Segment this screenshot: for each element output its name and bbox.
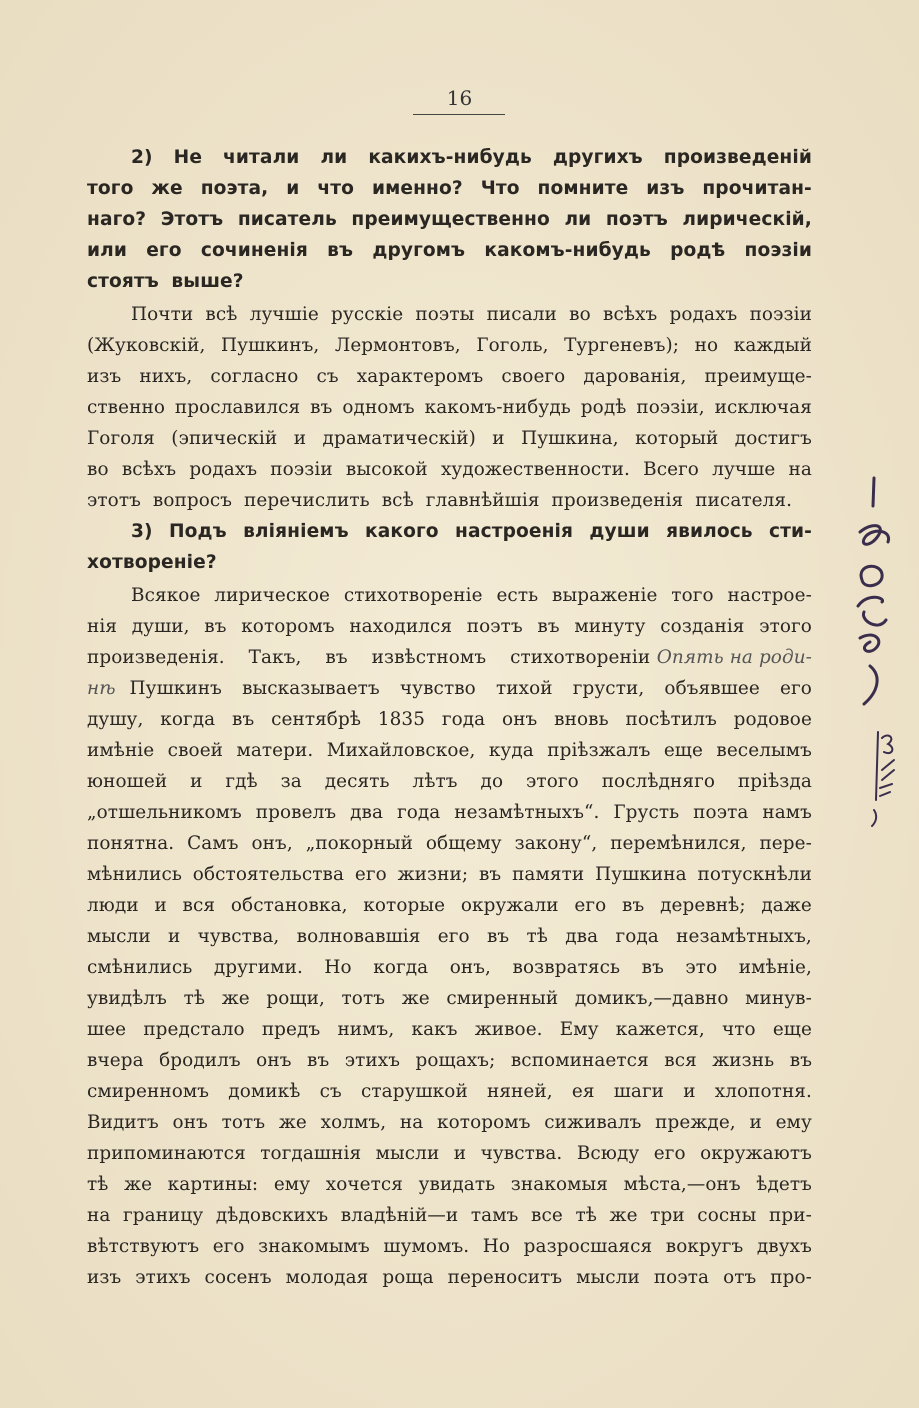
- text-line: Почти всѣ лучшіе русскіе поэты писали во всѣхъ родахъ поэзіи: [131, 304, 812, 325]
- text-line: смѣнились другими. Но когда онъ, возвратясь въ это имѣніе,: [87, 957, 812, 978]
- text-line: стоятъ выше?: [87, 271, 244, 292]
- text-line: мысли и чувства, волновавшія его въ тѣ два года незамѣтныхъ,: [87, 926, 812, 947]
- text-line: 2) Не читали ли какихъ-нибудь другихъ произведеній: [131, 147, 812, 168]
- handwritten-margin-notes: [852, 470, 902, 860]
- text-line: нія души, въ которомъ находился поэтъ въ минуту созданія этого: [87, 616, 812, 637]
- text-line: вчера бродилъ онъ въ этихъ рощахъ; вспоминается вся жизнь въ: [87, 1050, 812, 1071]
- question-2: [87, 142, 812, 297]
- text-line: припоминаются тогдашнія мысли и чувства. Всюду его окружаютъ: [87, 1143, 812, 1164]
- text-line: юношей и гдѣ за десять лѣтъ до этого послѣдняго пріѣзда: [87, 771, 812, 792]
- paragraph-2: [87, 580, 812, 1293]
- text-line: Всякое лирическое стихотвореніе есть выраженіе того настрое-: [131, 585, 812, 606]
- text-line: Гоголя (эпическій и драматическій) и Пушкина, который достигъ: [87, 428, 812, 449]
- page-number: 16: [446, 86, 473, 110]
- text-line: люди и вся обстановка, которые окружали его въ деревнѣ; даже: [87, 895, 812, 916]
- text-line: наго? Этотъ писатель преимущественно ли поэтъ лирическій,: [87, 209, 812, 230]
- poem-title-end: нѣ: [87, 678, 116, 699]
- text-line: на границу дѣдовскихъ владѣній—и тамъ все тѣ же три сосны при-: [87, 1205, 812, 1226]
- text-line: изъ этихъ сосенъ молодая роща переноситъ мысли поэта отъ про-: [87, 1267, 812, 1288]
- text-line: имѣніе своей матери. Михайловское, куда пріѣзжалъ еще веселымъ: [87, 740, 812, 761]
- text-line: 3) Подъ вліяніемъ какого настроенія души явилось сти-: [131, 521, 812, 542]
- text-segment: Пушкинъ высказываетъ чувство тихой грусти, объявшее его: [129, 678, 812, 699]
- text-line: [87, 673, 812, 704]
- text-line: вѣтствуютъ его знакомымъ шумомъ. Но разросшаяся вокругъ двухъ: [87, 1236, 812, 1257]
- text-line: этотъ вопросъ перечислить всѣ главнѣйшія произведенія писателя.: [87, 490, 793, 511]
- text-line: Видитъ онъ тотъ же холмъ, на которомъ сиживалъ прежде, и ему: [87, 1112, 812, 1133]
- text-line: ственно прославился въ одномъ какомъ-нибудь родѣ поэзіи, исключая: [87, 397, 812, 418]
- text-line: „отшельникомъ провелъ два года незамѣтныхъ“. Грусть поэта намъ: [87, 802, 812, 823]
- text-line: (Жуковскій, Пушкинъ, Лермонтовъ, Гоголь, Тургеневъ); но каждый: [87, 335, 812, 356]
- text-line: [87, 642, 812, 673]
- text-line: тѣ же картины: ему хочется увидать знакомыя мѣста,—онъ ѣдетъ: [87, 1174, 812, 1195]
- text-line: смиренномъ домикѣ съ старушкой няней, ея шаги и хлопотня.: [87, 1081, 812, 1102]
- text-line: шее предстало предъ нимъ, какъ живое. Ему кажется, что еще: [87, 1019, 812, 1040]
- text-line: мѣнились обстоятельства его жизни; въ памяти Пушкина потускнѣли: [87, 864, 812, 885]
- header-rule: [413, 114, 505, 115]
- text-line: или его сочиненія въ другомъ какомъ-нибудь родѣ поэзіи: [87, 240, 812, 261]
- page-body: [87, 142, 812, 1293]
- text-segment: произведенія. Такъ, въ извѣстномъ стихотвореніи: [87, 647, 651, 668]
- paragraph-1: [87, 299, 812, 516]
- text-line: того же поэта, и что именно? Что помните изъ прочитан-: [87, 178, 812, 199]
- text-line: душу, когда въ сентябрѣ 1835 года онъ вновь посѣтилъ родовое: [87, 709, 812, 730]
- text-line: изъ нихъ, согласно съ характеромъ своего дарованія, преимуще-: [87, 366, 812, 387]
- text-line: хотвореніе?: [87, 552, 217, 573]
- text-line: во всѣхъ родахъ поэзіи высокой художественности. Всего лучше на: [87, 459, 812, 480]
- poem-title: Опять на роди-: [656, 647, 812, 668]
- question-3: [87, 516, 812, 578]
- text-line: увидѣлъ тѣ же рощи, тотъ же смиренный домикъ,—давно минув-: [87, 988, 812, 1009]
- text-line: понятна. Самъ онъ, „покорный общему закону“, перемѣнился, пере-: [87, 833, 812, 854]
